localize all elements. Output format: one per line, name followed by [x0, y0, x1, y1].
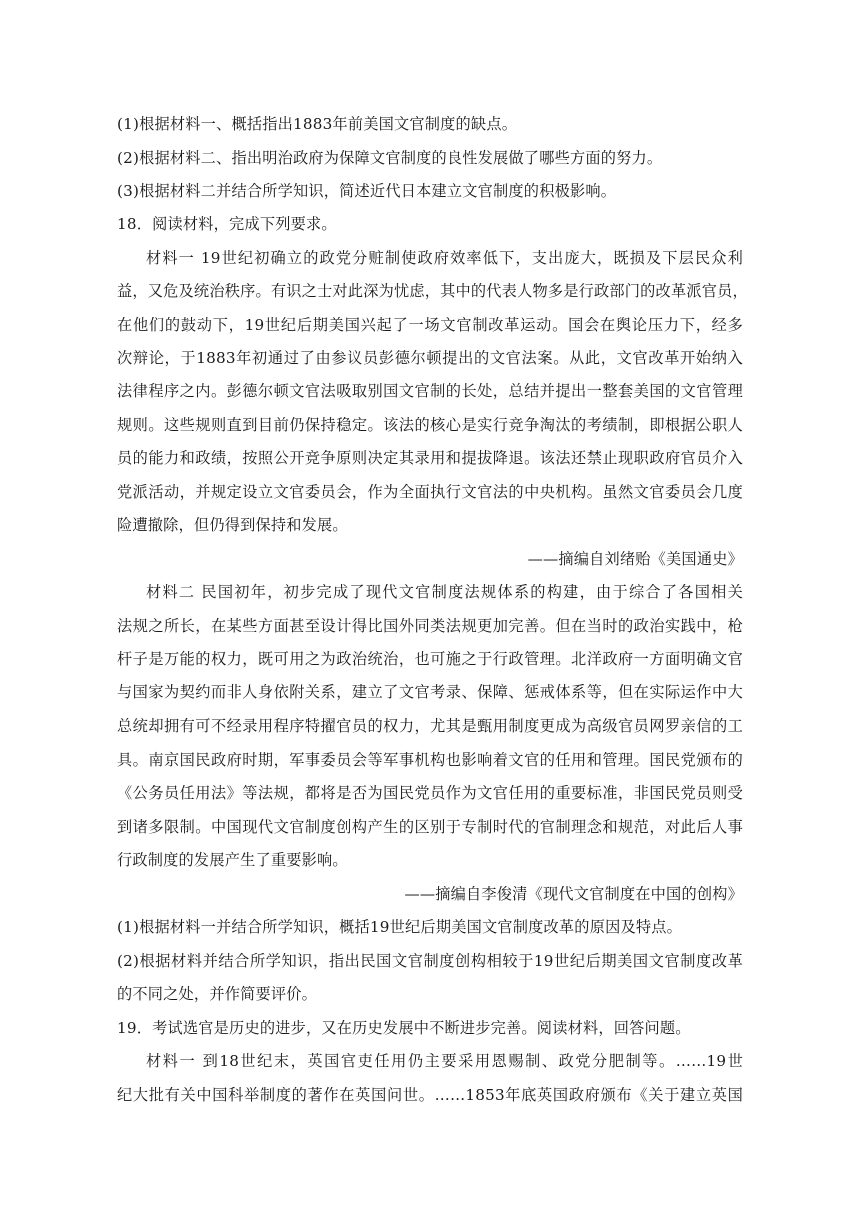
question-17-3: (3)根据材料二并结合所学知识，简述近代日本建立文官制度的积极影响。 [117, 182, 617, 200]
material-1-line: 规则。这些规则直到目前仍保持稳定。该法的核心是实行竞争淘汰的考绩制，即根据公职人 [117, 416, 743, 434]
material-2-source: ——摘编自李俊清《现代文官制度在中国的创构》 [404, 885, 743, 903]
material-1-line: 益，又危及统治秩序。有识之士对此深为忧虑，其中的代表人物多是行政部门的改革派官员， [117, 282, 748, 300]
material-1-line: 险遭撤除，但仍得到保持和发展。 [117, 516, 348, 534]
question-18-2: (2)根据材料并结合所学知识，指出民国文官制度创构相较于19世纪后期美国文官制度改革 [117, 952, 743, 970]
question-17-1: (1)根据材料一、概括指出1883年前美国文官制度的缺点。 [117, 115, 518, 133]
material-1-line: 党派活动，并规定设立文官委员会，作为全面执行文官法的中央机构。虽然文官委员会几度 [117, 483, 743, 501]
material-2-line: 《公务员任用法》等法规，都将是否为国民党员作为文官任用的重要标准，非国民党员则受 [117, 784, 743, 802]
question-19-heading: 19．考试选官是历史的进步，又在历史发展中不断进步完善。阅读材料，回答问题。 [117, 1019, 691, 1037]
material-2-line: 与国家为契约而非人身依附关系，建立了文官考录、保障、惩戒体系等，但在实际运作中大 [117, 683, 743, 701]
material-1-line: 次辩论，于1883年初通过了由参议员彭德尔顿提出的文官法案。从此，文官改革开始纳入 [117, 349, 743, 367]
question-19-material-1-line: 材料一 到18世纪末，英国官吏任用仍主要采用恩赐制、政党分肥制等。……19世 [146, 1052, 743, 1070]
question-17-2: (2)根据材料二、指出明治政府为保障文官制度的良性发展做了哪些方面的努力。 [117, 149, 663, 167]
material-2-line: 具。南京国民政府时期，军事委员会等军事机构也影响着文官的任用和管理。国民党颁布的 [117, 751, 743, 769]
material-1-line: 法律程序之内。彭德尔顿文官法吸取别国文官制的长处，总结并提出一整套美国的文官管理 [117, 382, 743, 400]
material-2-line: 材料二 民国初年，初步完成了现代文官制度法规体系的构建，由于综合了各国相关 [146, 583, 743, 601]
material-2-line: 行政制度的发展产生了重要影响。 [117, 851, 348, 869]
material-1-line: 员的能力和政绩，按照公开竞争原则决定其录用和提拔降退。该法还禁止现职政府官员介入 [117, 449, 743, 467]
material-2-line: 总统却拥有可不经录用程序特擢官员的权力，尤其是甄用制度更成为高级官员网罗亲信的工 [117, 717, 743, 735]
question-18-2-cont: 的不同之处，并作简要评价。 [117, 985, 318, 1003]
question-18-heading: 18．阅读材料，完成下列要求。 [117, 215, 337, 233]
material-1-line: 在他们的鼓动下，19世纪后期美国兴起了一场文官制改革运动。国会在舆论压力下，经多 [117, 316, 743, 334]
material-2-line: 法规之所长，在某些方面甚至设计得比国外同类法规更加完善。但在当时的政治实践中，枪 [117, 617, 743, 635]
question-18-1: (1)根据材料一并结合所学知识，概括19世纪后期美国文官制度改革的原因及特点。 [117, 918, 683, 936]
material-1-line: 材料一 19世纪初确立的政党分赃制使政府效率低下，支出庞大，既损及下层民众利 [146, 249, 743, 267]
material-2-line: 杆子是万能的权力，既可用之为政治统治，也可施之于行政管理。北洋政府一方面明确文官 [117, 650, 743, 668]
material-1-source: ——摘编自刘绪贻《美国通史》 [527, 550, 743, 568]
question-19-material-1-line: 纪大批有关中国科举制度的著作在英国问世。……1853年底英国政府颁布《关于建立英国 [117, 1086, 743, 1104]
material-2-line: 到诸多限制。中国现代文官制度创构产生的区别于专制时代的官制理念和规范，对此后人事 [117, 818, 743, 836]
